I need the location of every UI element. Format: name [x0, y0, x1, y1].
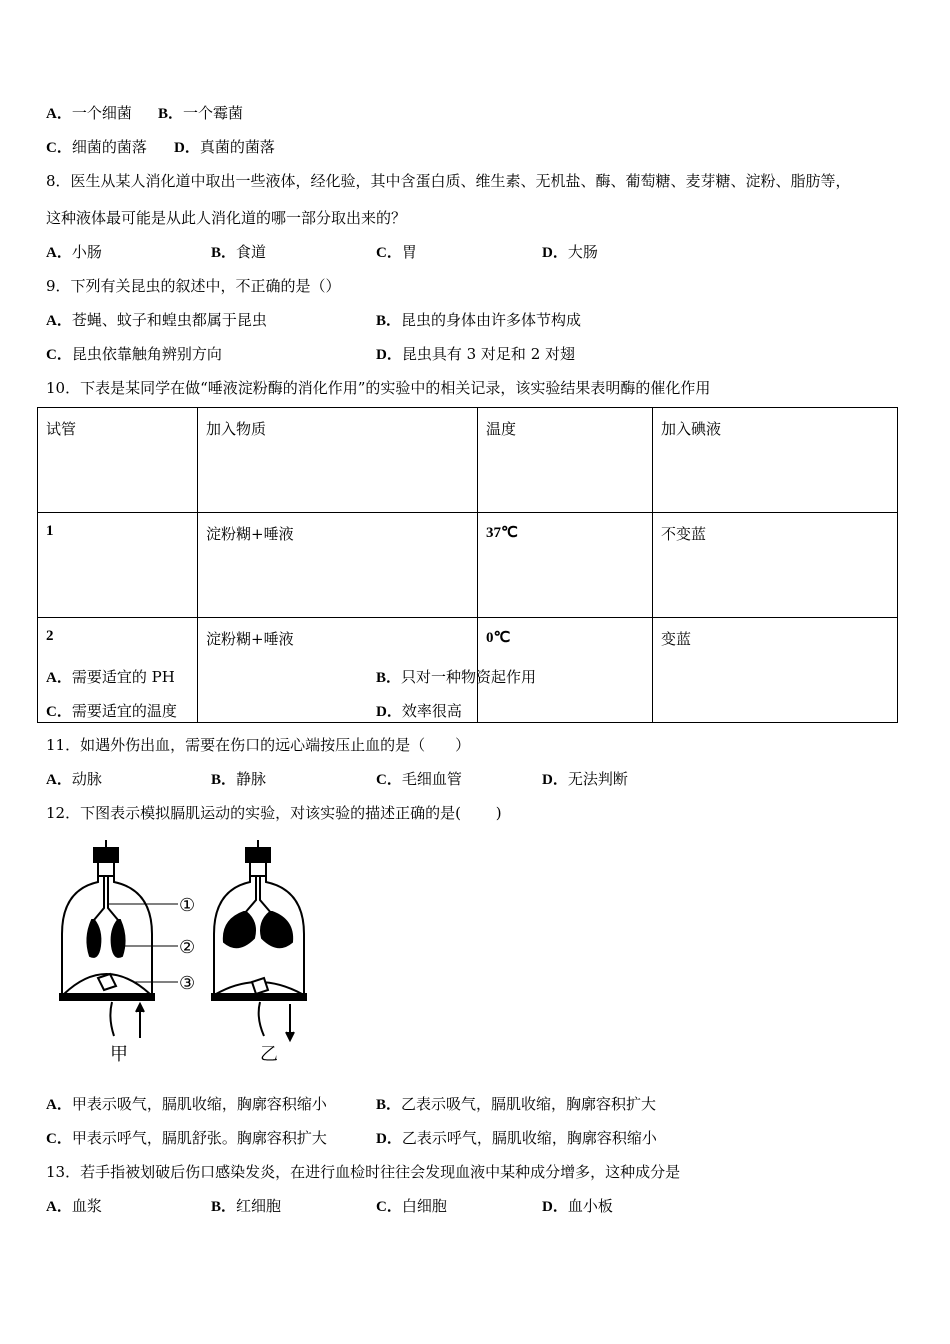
table-row — [38, 513, 898, 618]
q7-option-c: C．细菌的菌落 — [46, 138, 147, 156]
marker-3-label: ③ — [179, 973, 196, 994]
q8-stem-line1: 8．医生从某人消化道中取出一些液体，经化验，其中含蛋白质、维生素、无机盐、酶、葡萄糖、麦芽糖、淀粉、脂肪等， — [46, 172, 851, 190]
q11-option-c: C．毛细血管 — [376, 770, 462, 788]
q9-option-b: B．昆虫的身体由许多体节构成 — [376, 311, 582, 329]
table-header-cell: 温度 — [478, 408, 653, 513]
q10-option-c: C．需要适宜的温度 — [46, 702, 177, 720]
q13-option-d: D．血小板 — [542, 1197, 613, 1215]
q12-stem: 12．下图表示模拟膈肌运动的实验，对该实验的描述正确的是( ) — [46, 804, 502, 822]
diaphragm-model-figure — [58, 838, 328, 1070]
table-cell: 不变蓝 — [653, 513, 898, 618]
q12-option-b: B．乙表示吸气，膈肌收缩，胸廓容积扩大 — [376, 1095, 657, 1113]
q13-option-a: A．血浆 — [46, 1197, 102, 1215]
q11-option-b: B．静脉 — [211, 770, 267, 788]
q10-option-b: B．只对一种物资起作用 — [376, 668, 537, 686]
table-header-cell: 加入碘液 — [653, 408, 898, 513]
q13-option-b: B．红细胞 — [211, 1197, 282, 1215]
q13-stem: 13．若手指被划破后伤口感染发炎，在进行血检时往往会发现血液中某种成分增多，这种成分是 — [46, 1163, 681, 1181]
q10-stem: 10．下表是某同学在做“唾液淀粉酶的消化作用”的实验中的相关记录，该实验结果表明酶的催化作用 — [46, 379, 711, 397]
q8-option-a: A．小肠 — [46, 243, 102, 261]
table-cell: 变蓝 — [653, 618, 898, 723]
q11-option-d: D．无法判断 — [542, 770, 628, 788]
q10-option-d: D．效率很高 — [376, 702, 462, 720]
marker-2-label: ② — [179, 937, 196, 958]
q12-option-d: D．乙表示呼气，膈肌收缩，胸廓容积缩小 — [376, 1129, 657, 1147]
table-header-cell: 加入物质 — [198, 408, 478, 513]
q7-option-a: A．一个细菌 — [46, 104, 132, 122]
q9-option-c: C．昆虫依靠触角辨别方向 — [46, 345, 222, 363]
q11-stem: 11．如遇外伤出血，需要在伤口的远心端按压止血的是（ ） — [46, 736, 471, 754]
figure-label-yi: 乙 — [260, 1044, 278, 1065]
q8-option-b: B．食道 — [211, 243, 267, 261]
figure-label-jia: 甲 — [110, 1044, 128, 1065]
table-cell: 淀粉糊+唾液 — [198, 618, 478, 723]
q7-option-d: D．真菌的菌落 — [174, 138, 275, 156]
table-cell: 淀粉糊+唾液 — [198, 513, 478, 618]
table-cell: 0℃ — [478, 618, 653, 723]
table-header-cell: 试管 — [38, 408, 198, 513]
table-header-row — [38, 408, 898, 513]
q12-option-c: C．甲表示呼气，膈肌舒张。胸廓容积扩大 — [46, 1129, 327, 1147]
q13-option-c: C．白细胞 — [376, 1197, 447, 1215]
q9-option-d: D．昆虫具有 3 对足和 2 对翅 — [376, 345, 576, 363]
q7-option-b: B．一个霉菌 — [158, 104, 244, 122]
q9-option-a: A．苍蝇、蚊子和蝗虫都属于昆虫 — [46, 311, 267, 329]
marker-1-label: ① — [179, 895, 196, 916]
q12-option-a: A．甲表示吸气，膈肌收缩，胸廓容积缩小 — [46, 1095, 327, 1113]
q9-stem: 9．下列有关昆虫的叙述中，不正确的是（） — [46, 277, 341, 295]
table-cell: 2 — [38, 618, 198, 723]
q8-option-c: C．胃 — [376, 243, 417, 261]
table-cell: 1 — [38, 513, 198, 618]
q10-option-a: A．需要适宜的 PH — [46, 668, 175, 686]
table-cell: 37℃ — [478, 513, 653, 618]
q11-option-a: A．动脉 — [46, 770, 102, 788]
bell-jar-left — [60, 840, 154, 1038]
bell-jar-right — [212, 840, 306, 1040]
q8-option-d: D．大肠 — [542, 243, 598, 261]
q8-stem-line2: 这种液体最可能是从此人消化道的哪一部分取出来的？ — [46, 209, 407, 227]
marker-labels — [179, 895, 195, 994]
